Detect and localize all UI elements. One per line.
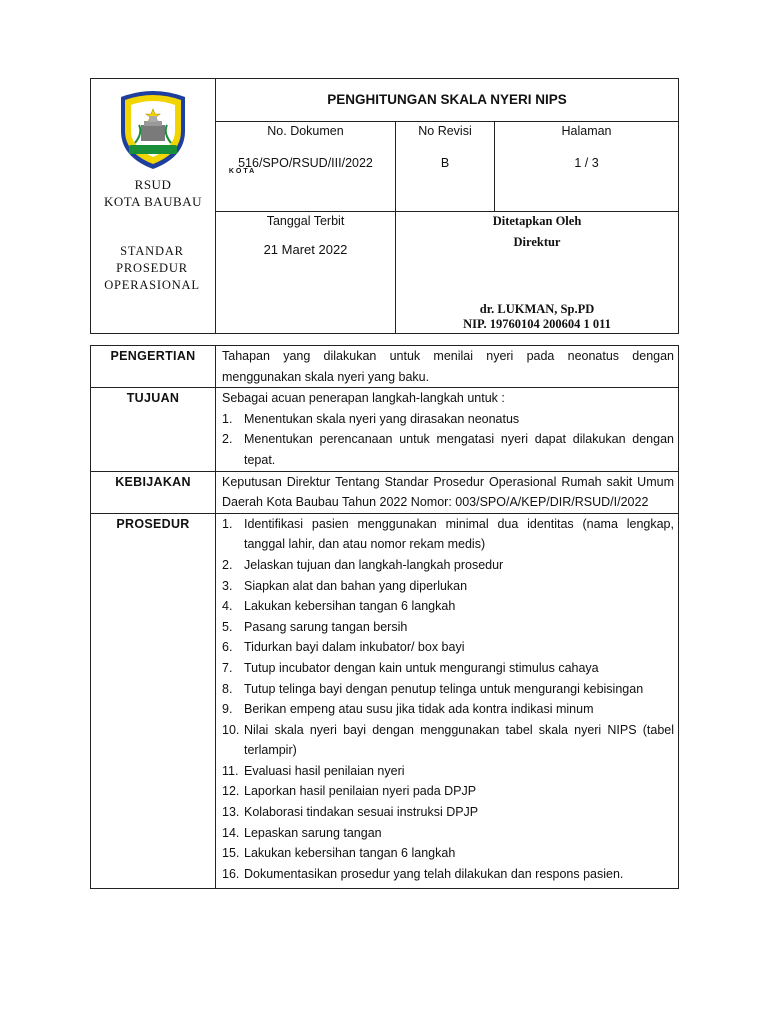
tujuan-label: TUJUAN <box>91 388 216 471</box>
list-item: 9. Berikan empeng atau susu jika tidak ada kontra indikasi minum <box>222 702 594 717</box>
document-title: PENGHITUNGAN SKALA NYERI NIPS <box>216 79 678 122</box>
tujuan-intro: Sebagai acuan penerapan langkah-langkah untuk : <box>222 391 505 406</box>
list-item: 16. Dokumentasikan prosedur yang telah dilakukan dan respons pasien. <box>222 866 624 881</box>
prosedur-content <box>216 513 679 889</box>
issue-date-label: Tanggal Terbit <box>266 214 345 228</box>
header-table <box>90 78 679 334</box>
list-item: 1. Menentukan skala nyeri yang dirasakan neonatus <box>222 411 520 426</box>
list-item: 13. Kolaborasi tindakan sesuai instruksi DPJP <box>222 805 479 820</box>
logo-banner-text: BAU-BAU <box>228 215 257 222</box>
list-item: 8. Tutup telinga bayi dengan penutup telinga untuk mengurangi kebisingan <box>222 681 644 696</box>
list-item: 2. Menentukan perencanaan untuk mengatasi nyeri dapat dilakukan dengan tepat. <box>222 432 674 467</box>
org-name-line-1: RSUD <box>134 177 172 192</box>
city-emblem-logo <box>115 87 191 171</box>
list-item: 10. Nilai skala nyeri bayi dengan menggunakan tabel skala nyeri NIPS (tabel terlampir) <box>222 722 674 758</box>
tujuan-list <box>222 409 674 471</box>
prosedur-label: PROSEDUR <box>91 513 216 889</box>
approved-by-label: Ditetapkan Oleh <box>492 214 582 228</box>
doc-number-value: 516/SPO/RSUD/III/2022 <box>238 156 373 170</box>
doc-number-label: No. Dokumen <box>267 124 344 138</box>
row-tujuan <box>91 388 679 471</box>
list-item: 1. Identifikasi pasien menggunakan minimal dua identitas (nama lengkap, tanggal lahir, dan atau nomor rekam medis) <box>222 516 674 552</box>
signer-name: dr. LUKMAN, Sp.PD <box>479 302 595 316</box>
prosedur-list <box>222 514 674 885</box>
document-type <box>90 243 214 294</box>
procedure-table <box>90 345 679 889</box>
row-kebijakan <box>91 471 679 513</box>
page-value: 1 / 3 <box>574 156 599 170</box>
list-item: 15. Lakukan kebersihan tangan 6 langkah <box>222 846 456 861</box>
org-name-line-2: KOTA BAUBAU <box>104 194 202 209</box>
pengertian-text: Tahapan yang dilakukan untuk menilai nyeri pada neonatus dengan menggunakan skala nyeri yang baku. <box>216 346 679 388</box>
revision-value: B <box>440 156 450 170</box>
logo-cell <box>91 79 257 334</box>
issue-date-value: 21 Maret 2022 <box>263 242 348 257</box>
list-item: 4. Lakukan kebersihan tangan 6 langkah <box>222 599 456 614</box>
row-pengertian <box>91 346 679 388</box>
signer-nip: NIP. 19760104 200604 1 011 <box>463 317 611 331</box>
position-label: Direktur <box>513 235 561 249</box>
list-item: 2. Jelaskan tujuan dan langkah-langkah prosedur <box>222 557 504 572</box>
list-item: 5. Pasang sarung tangan bersih <box>222 619 408 634</box>
kebijakan-label: KEBIJAKAN <box>91 471 216 513</box>
document-type-line-1: STANDAR <box>120 244 184 258</box>
list-item: 6. Tidurkan bayi dalam inkubator/ box bayi <box>222 640 465 655</box>
list-item: 3. Siapkan alat dan bahan yang diperlukan <box>222 578 468 593</box>
list-item: 14. Lepaskan sarung tangan <box>222 825 382 840</box>
list-item: 12. Laporkan hasil penilaian nyeri pada DPJP <box>222 784 477 799</box>
row-prosedur <box>91 513 679 889</box>
document-type-line-2: PROSEDUR <box>116 261 188 275</box>
revision-label: No Revisi <box>418 124 472 138</box>
list-item: 11. Evaluasi hasil penilaian nyeri <box>222 763 405 778</box>
document-type-line-3: OPERASIONAL <box>104 278 200 292</box>
issue-approval-cell <box>216 212 679 334</box>
list-item: 7. Tutup incubator dengan kain untuk mengurangi stimulus cahaya <box>222 660 599 675</box>
page-label: Halaman <box>561 124 612 138</box>
kebijakan-text: Keputusan Direktur Tentang Standar Prosedur Operasional Rumah sakit Umum Daerah Kota Baubau Tahun 2022 Nomor: 003/SPO/A/KEP/DIR/RSUD/I/2022 <box>216 471 679 513</box>
logo-top-text: KOTA <box>228 167 257 175</box>
tujuan-content <box>216 388 679 471</box>
title-info-cell <box>216 79 679 212</box>
pengertian-label: PENGERTIAN <box>91 346 216 388</box>
